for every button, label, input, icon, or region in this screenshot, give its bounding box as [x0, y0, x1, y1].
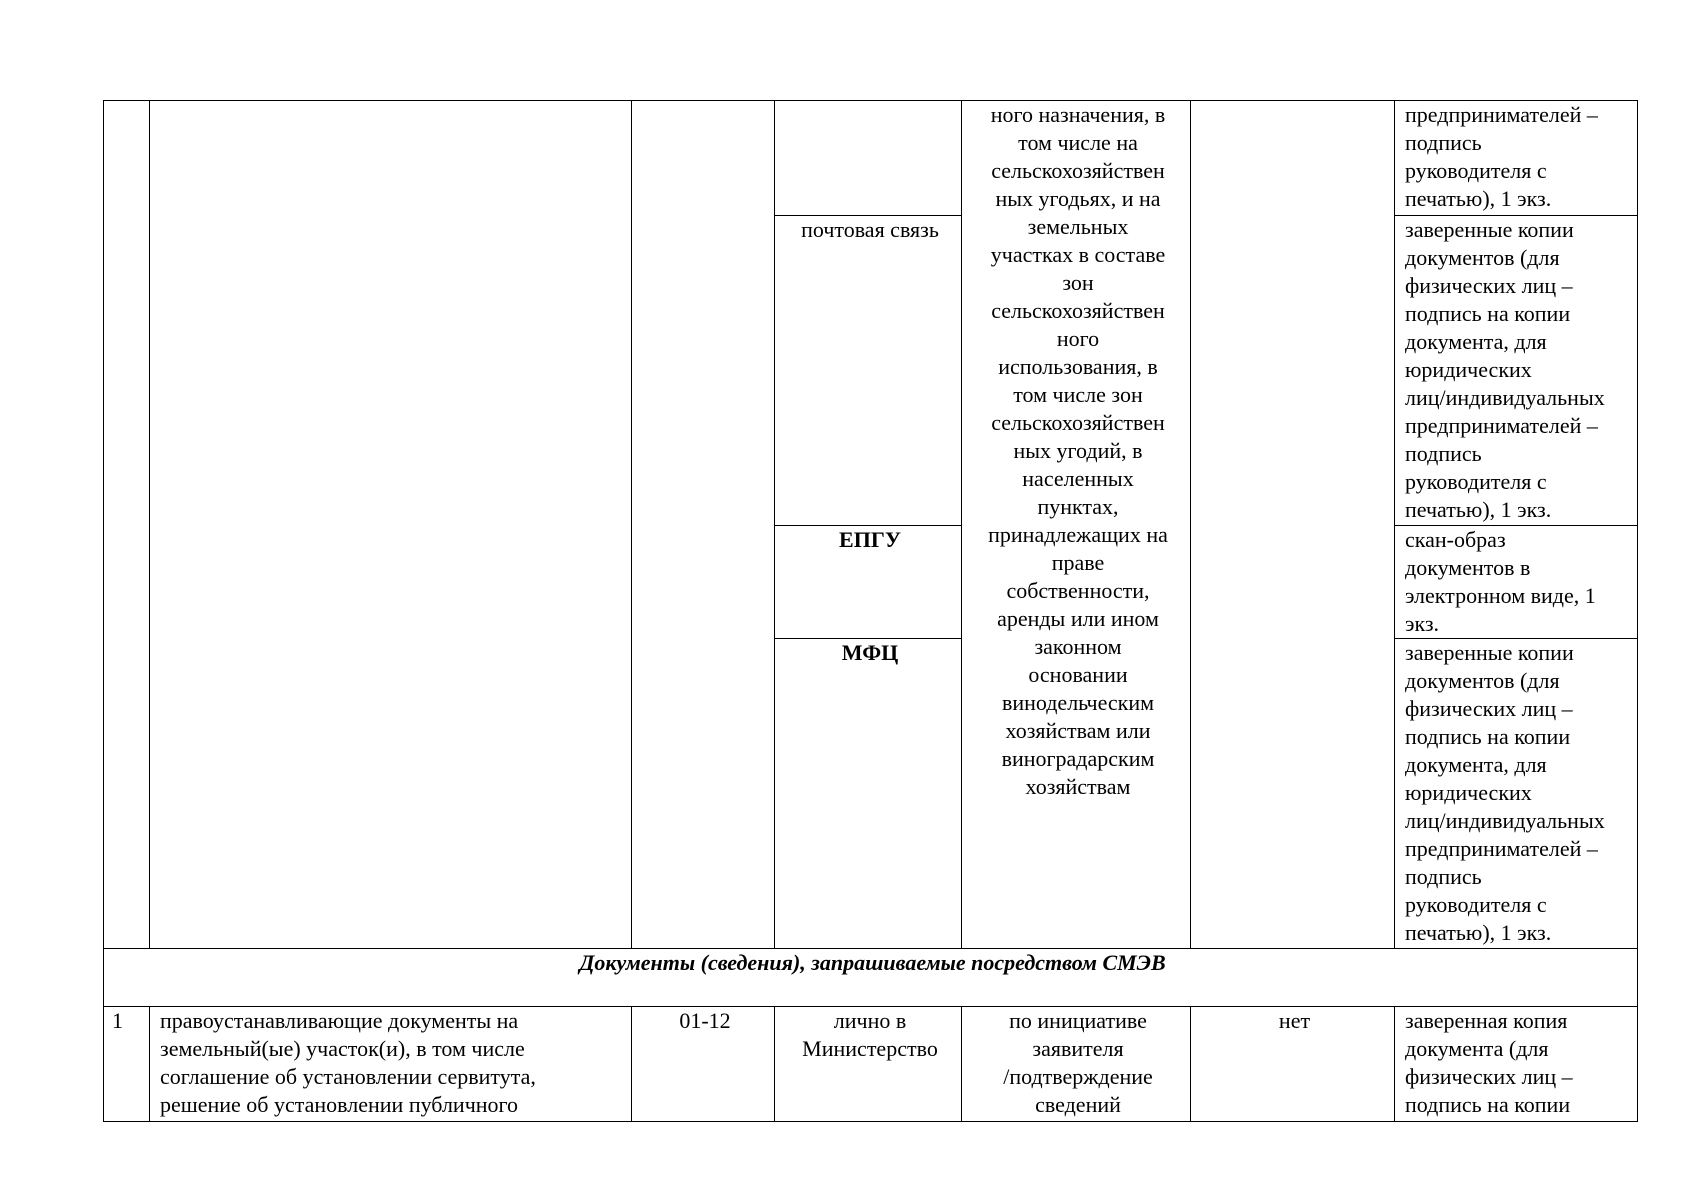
row-required: нет — [1191, 1007, 1395, 1122]
channel-epgu: ЕПГУ — [775, 526, 962, 639]
section-title: Документы (сведения), запрашиваемые посредством СМЭВ — [104, 949, 1638, 1007]
name-cell-empty — [150, 101, 632, 949]
row-channel: лично в Министерство — [775, 1007, 962, 1122]
section-header-row — [104, 949, 1638, 1007]
channel-mfc: МФЦ — [775, 639, 962, 949]
code-cell-empty — [632, 101, 775, 949]
form-cell-3: скан-образ документов в электронном виде, 1 экз. — [1395, 526, 1638, 639]
row-document-name: правоустанавливающие документы на земельный(ые) участок(и), в том числе соглашение об установлении сервитута, решение об установлении публичного — [150, 1007, 632, 1122]
num-cell-empty — [104, 101, 150, 949]
row-form: заверенная копия документа (для физических лиц – подпись на копии — [1395, 1007, 1638, 1122]
channel-post: почтовая связь — [775, 216, 962, 526]
land-purpose-text: ного назначения, в том числе на сельскохозяйствен ных угодьях, и на земельных участках в составе зон сельскохозяйствен ного использования, в том числе зон сельскохозяйствен ных угодий, в населенных пунктах, принадлежащих на праве собственности, аренды или ином законном основании винодельческим хозяйствам или виноградарским хозяйствам — [962, 101, 1191, 949]
row-basis: по инициативе заявителя /подтверждение сведений — [962, 1007, 1191, 1122]
form-cell-2: заверенные копии документов (для физических лиц – подпись на копии документа, для юридических лиц/индивидуальных предпринимателей – подпись руководителя с печатью), 1 экз. — [1395, 216, 1638, 526]
row-code: 01-12 — [632, 1007, 775, 1122]
form-cell-1: предпринимателей – подпись руководителя с печатью), 1 экз. — [1395, 101, 1638, 216]
form-cell-4: заверенные копии документов (для физических лиц – подпись на копии документа, для юридических лиц/индивидуальных предпринимателей – подпись руководителя с печатью), 1 экз. — [1395, 639, 1638, 949]
required-cell-empty — [1191, 101, 1395, 949]
channel-cell-empty — [775, 101, 962, 216]
table-row — [104, 101, 1638, 216]
documents-table — [103, 100, 1638, 1122]
table-row — [104, 1007, 1638, 1122]
row-number: 1 — [104, 1007, 150, 1122]
